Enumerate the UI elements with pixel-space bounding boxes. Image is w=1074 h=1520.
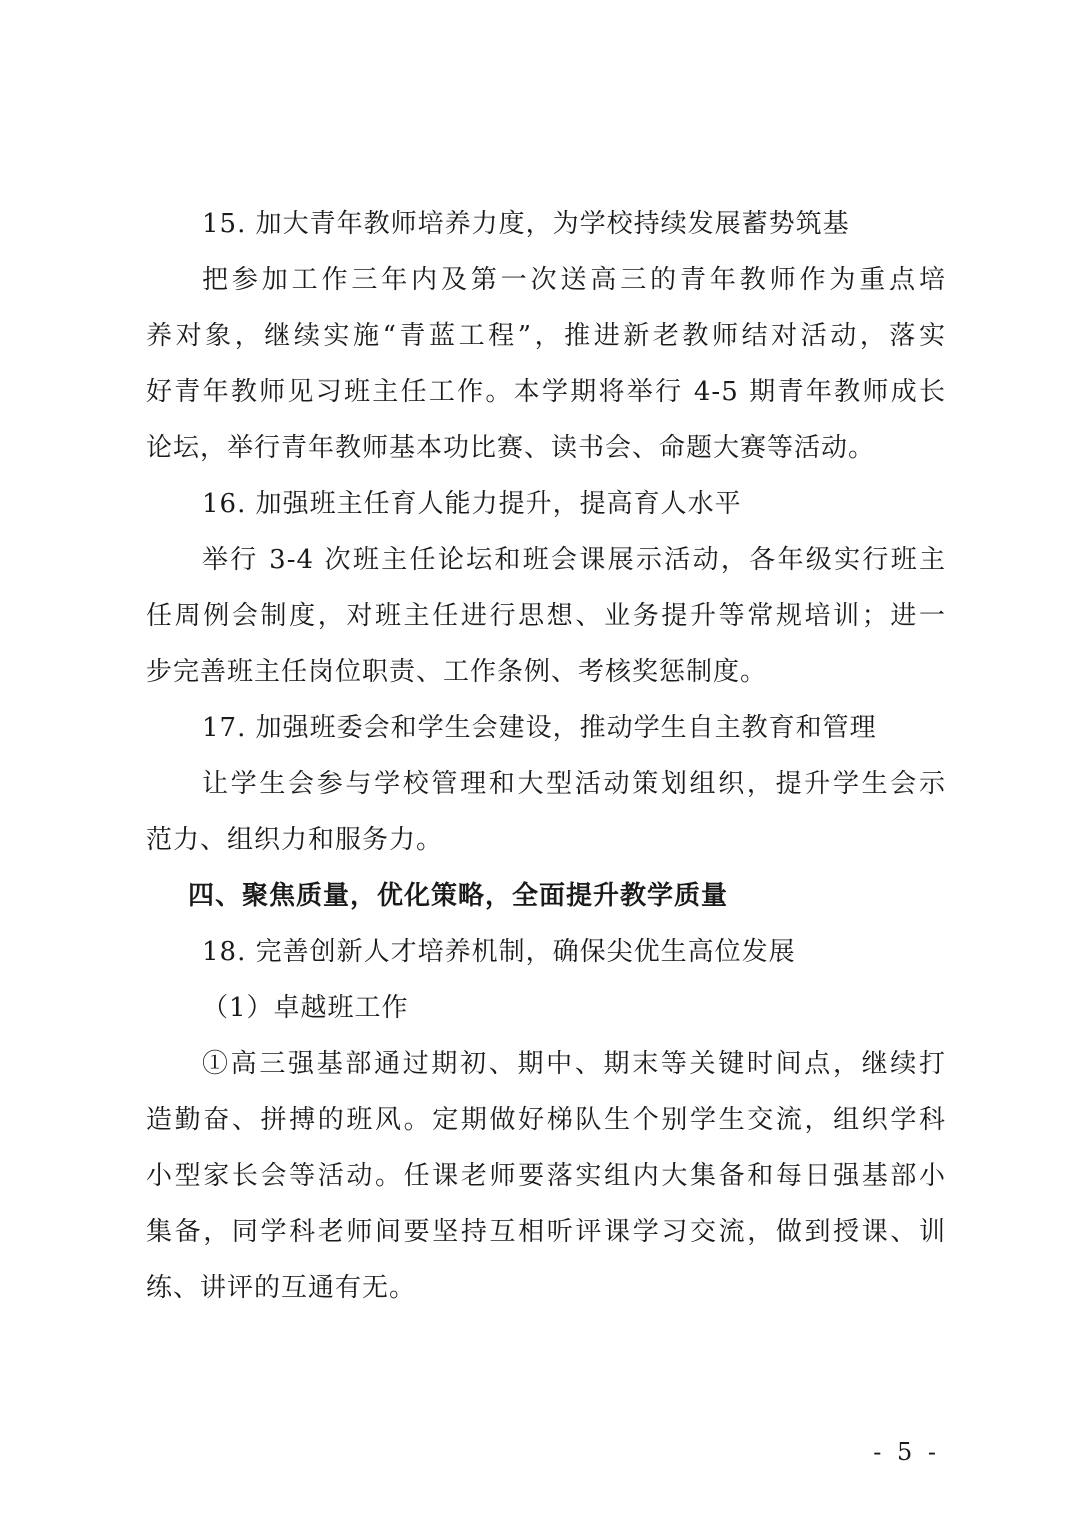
paragraph-line: 把参加工作三年内及第一次送高三的青年教师作为重点培 <box>202 265 946 295</box>
document-body <box>146 196 946 1316</box>
section-17-heading: 17. 加强班委会和学生会建设，推动学生自主教育和管理 <box>202 713 877 743</box>
section-15-heading: 15. 加大青年教师培养力度，为学校持续发展蓄势筑基 <box>202 209 850 239</box>
page-number: - 5 - <box>873 1438 940 1466</box>
paragraph-line: 任周例会制度，对班主任进行思想、业务提升等常规培训；进一 <box>146 601 946 631</box>
section-18-heading: 18. 完善创新人才培养机制，确保尖优生高位发展 <box>202 937 796 967</box>
paragraph-line: 步完善班主任岗位职责、工作条例、考核奖惩制度。 <box>146 657 768 687</box>
paragraph-line: 好青年教师见习班主任工作。本学期将举行 4-5 期青年教师成长 <box>146 377 946 407</box>
paragraph-line: ①高三强基部通过期初、期中、期末等关键时间点，继续打 <box>202 1049 946 1079</box>
chapter-4-heading: 四、聚焦质量，优化策略，全面提升教学质量 <box>188 881 729 911</box>
paragraph-line: 论坛，举行青年教师基本功比赛、读书会、命题大赛等活动。 <box>146 433 876 463</box>
subsection-heading: （1）卓越班工作 <box>202 993 409 1023</box>
paragraph-line: 造勤奋、拼搏的班风。定期做好梯队生个别学生交流，组织学科 <box>146 1105 946 1135</box>
section-16-heading: 16. 加强班主任育人能力提升，提高育人水平 <box>202 489 742 519</box>
paragraph-line: 让学生会参与学校管理和大型活动策划组织，提升学生会示 <box>202 769 946 799</box>
paragraph-line: 举行 3-4 次班主任论坛和班会课展示活动，各年级实行班主 <box>202 545 946 575</box>
paragraph-line: 范力、组织力和服务力。 <box>146 825 444 855</box>
paragraph-line: 养对象，继续实施“青蓝工程”，推进新老教师结对活动，落实 <box>146 321 946 351</box>
paragraph-line: 小型家长会等活动。任课老师要落实组内大集备和每日强基部小 <box>146 1161 946 1191</box>
paragraph-line: 集备，同学科老师间要坚持互相听评课学习交流，做到授课、训 <box>146 1217 946 1247</box>
paragraph-line: 练、讲评的互通有无。 <box>146 1273 417 1303</box>
